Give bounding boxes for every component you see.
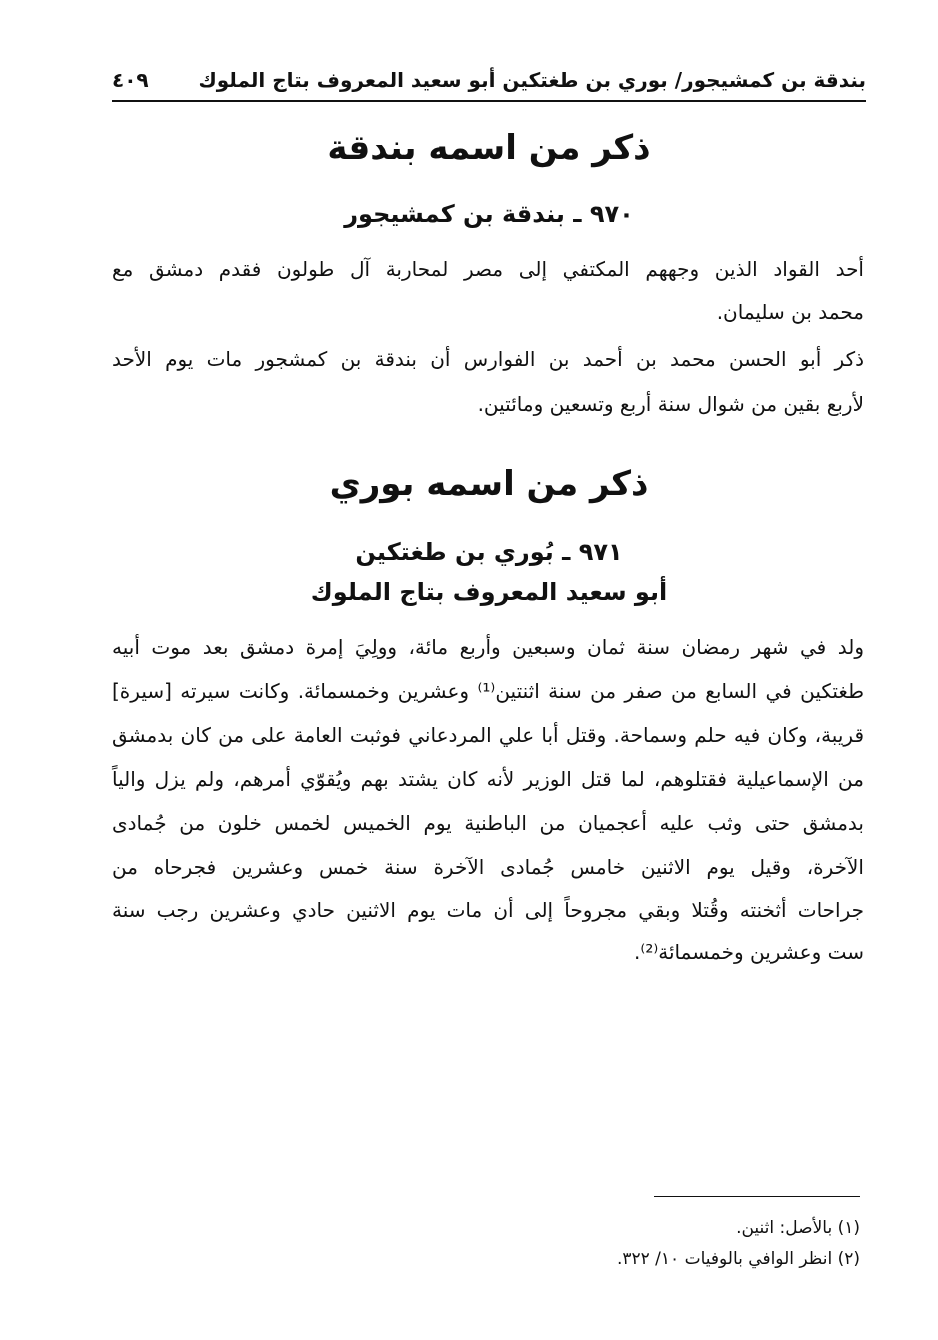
running-title: بندقة بن كمشيجور/ بوري بن طغتكين أبو سعيد المعروف بتاج الملوك <box>198 68 866 92</box>
paragraph-line: محمد بن سليمان. <box>716 300 864 324</box>
paragraph-line: بدمشق حتى وثب عليه أعجميان من الباطنية يوم الخميس لخمس خلون من جُمادى <box>112 811 864 835</box>
paragraph-line: أحد القواد الذين وجههم المكتفي إلى مصر لمحاربة آل طولون فقدم دمشق مع <box>112 257 864 281</box>
footnote-2: (٢) انظر الوافي بالوفيات ١٠/ ٣٢٢. <box>616 1249 860 1269</box>
entry-heading-970: ٩٧٠ ـ بندقة بن كمشيجور <box>344 200 634 228</box>
paragraph-line: ولد في شهر رمضان سنة ثمان وسبعين وأربع مائة، وولِيَ إمرة دمشق بعد موت أبيه <box>112 635 864 659</box>
section-heading-bunduqa: ذكر من اسمه بندقة <box>327 128 651 168</box>
paragraph-line: لأربع بقين من شوال سنة أربع وتسعين ومائتين. <box>477 392 864 416</box>
paragraph-line: الآخرة، وقيل يوم الاثنين خامس جُمادى الآخرة سنة خمس وعشرين فجرحاه من <box>112 855 864 879</box>
entry-heading-971: ٩٧١ ـ بُوري بن طغتكين <box>355 538 623 566</box>
paragraph-line: ذكر أبو الحسن محمد بن أحمد بن الفوارس أن بندقة بن كمشجور مات يوم الأحد <box>112 347 864 371</box>
paragraph-line: ست وعشرين وخمسمائة⁽²⁾. <box>634 940 864 964</box>
footnote-rule <box>654 1196 860 1197</box>
paragraph-line: من الإسماعيلية فقتلوهم، لما قتل الوزير لأنه كان يشتد بهم ويُقوّي أمرهم، ولم يزل والياً <box>112 767 864 791</box>
entry-subheading-971: أبو سعيد المعروف بتاج الملوك <box>310 578 668 606</box>
paragraph-line: طغتكين في السابع من صفر من سنة اثنتين⁽¹⁾ وعشرين وخمسمائة. وكانت سيرته [سيرة] <box>112 679 865 703</box>
paragraph-line: جراحات أثخنته وقُتلا وبقي مجروحاً إلى أن مات يوم الاثنين حادي وعشرين رجب سنة <box>112 898 864 922</box>
section-heading-buri: ذكر من اسمه بوري <box>329 464 649 504</box>
running-header <box>112 64 866 102</box>
page-number: ٤٠٩ <box>112 68 149 92</box>
footnote-1: (١) بالأصل: اثنين. <box>736 1218 860 1238</box>
paragraph-line: قريبة، وكان فيه حلم وسماحة. وقتل أبا علي المردعاني فوثبت العامة على من كان بدمشق <box>112 723 864 747</box>
